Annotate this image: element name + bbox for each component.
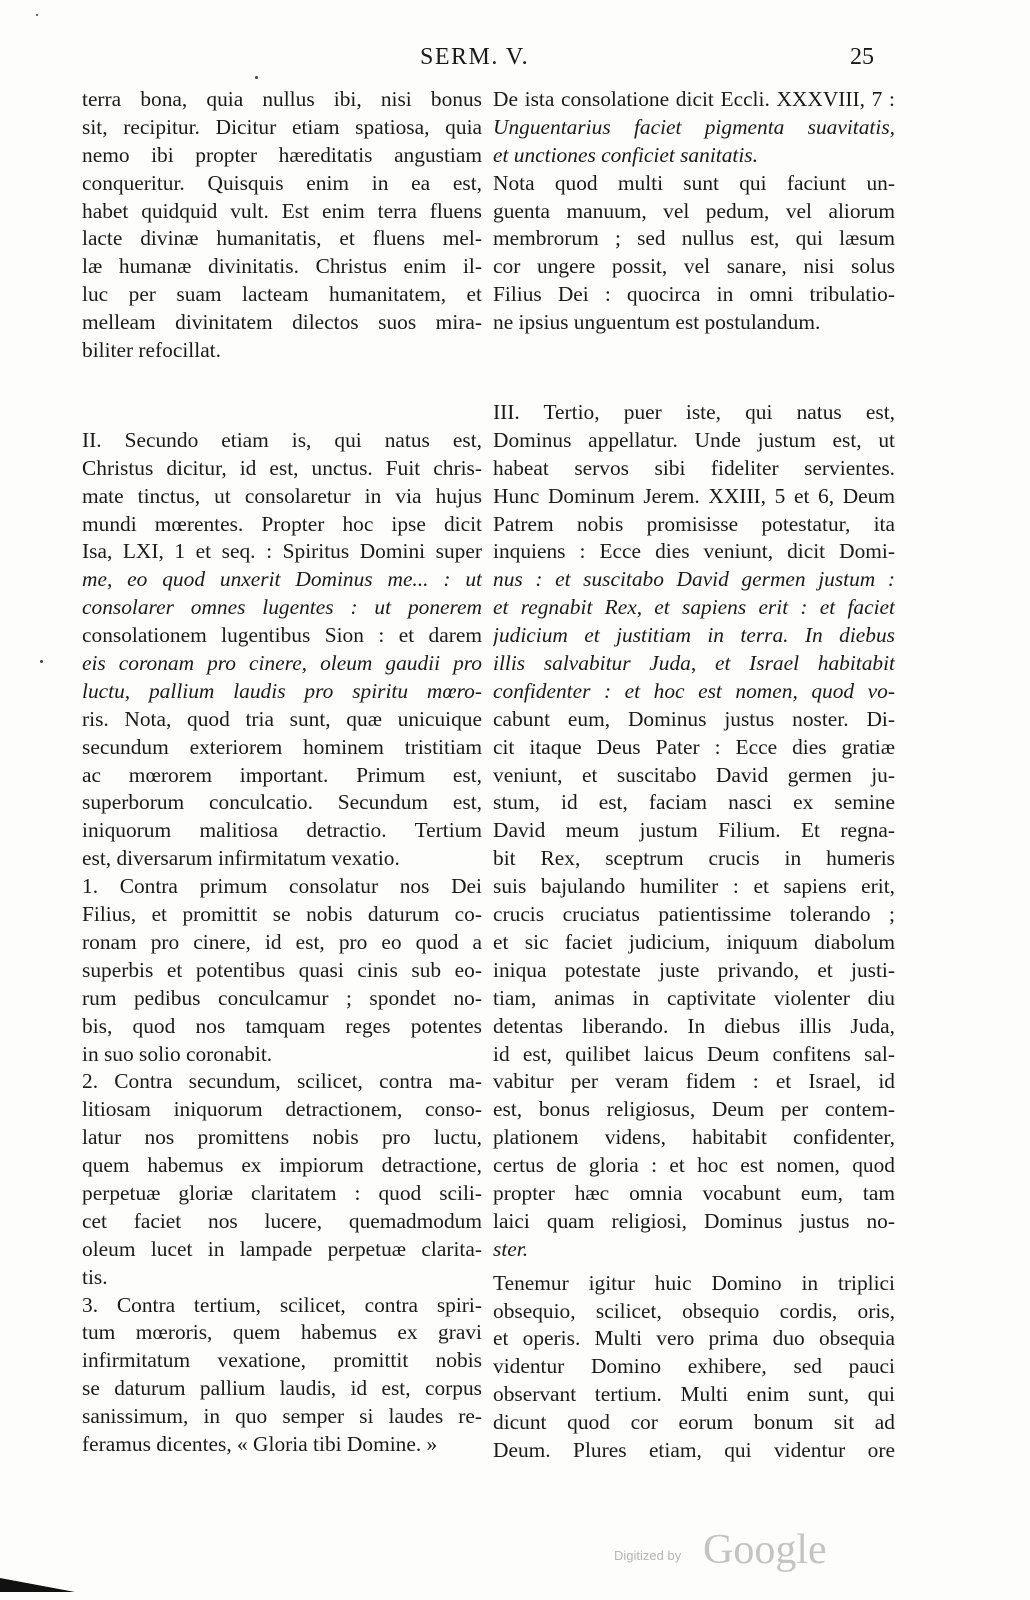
text-line: Unguentarius faciet pigmenta suavitatis, <box>493 114 895 139</box>
text-line: latur nos promittens nobis pro luctu, <box>82 1125 482 1150</box>
text-line: eis coronam pro cinere, oleum gaudii pro <box>82 651 482 676</box>
text-line: superborum conculcatio. Secundum est, <box>82 790 482 815</box>
paragraph-terra-bona <box>82 86 482 365</box>
text-line: certus de gloria : et hoc est nomen, quod <box>493 1153 895 1178</box>
text-line: videntur Domino exhibere, sed pauci <box>493 1354 895 1379</box>
text-line: Nota quod multi sunt qui faciunt un- <box>493 170 895 195</box>
text-line: et operis. Multi vero prima duo obsequia <box>493 1326 895 1351</box>
text-line: est, bonus religiosus, Deum per contem- <box>493 1097 895 1122</box>
text-line: tiam, animas in captivitate violenter diu <box>493 985 895 1010</box>
text-line: ac mœrorem important. Primum est, <box>82 762 482 787</box>
text-line: propter hæc omnia vocabunt eum, tam <box>493 1180 895 1205</box>
text-line: ronam pro cinere, id est, pro eo quod a <box>82 929 482 954</box>
paragraph-tenemur <box>493 1270 895 1465</box>
text-line: læ humanæ divinitatis. Christus enim il- <box>82 254 482 279</box>
page-number: 25 <box>850 44 874 70</box>
text-line: litiosam iniquorum detractionem, conso- <box>82 1097 482 1122</box>
text-line: cet faciet nos lucere, quemadmodum <box>82 1208 482 1233</box>
text-line: cabunt eum, Dominus justus noster. Di- <box>493 706 895 731</box>
text-line: id est, quilibet laicus Deum confitens sal- <box>493 1041 895 1066</box>
text-line: inquiens : Ecce dies veniunt, dicit Domi- <box>493 539 895 564</box>
page-header <box>0 44 1030 74</box>
text-line: quem habemus ex impiorum detractione, <box>82 1153 482 1178</box>
section-iii-dominus <box>493 399 895 1264</box>
text-line: guenta manuum, vel pedum, vel aliorum <box>493 198 895 223</box>
text-line: oleum lucet in lampade perpetuæ clarita- <box>82 1236 482 1261</box>
text-line: veniunt, et suscitabo David germen ju- <box>493 762 895 787</box>
text-line: et regnabit Rex, et sapiens erit : et faciet <box>493 595 895 620</box>
text-line: me, eo quod unxerit Dominus me... : ut <box>82 567 482 592</box>
text-line: III. Tertio, puer iste, qui natus est, <box>493 400 895 425</box>
text-line: biliter refocillat. <box>82 338 221 363</box>
text-line: Tenemur igitur huic Domino in triplici <box>493 1270 895 1295</box>
text-line: habeat servos sibi fideliter servientes. <box>493 455 895 480</box>
text-line: David meum justum Filium. Et regna- <box>493 818 895 843</box>
text-line: obsequio, scilicet, obsequio cordis, oris, <box>493 1298 895 1323</box>
text-line: tis. <box>82 1264 108 1289</box>
scan-speck <box>36 14 38 16</box>
text-line: ne ipsius unguentum est postulandum. <box>493 310 821 335</box>
text-line: mundi mœrentes. Propter hoc ipse dicit <box>82 511 482 536</box>
text-line: et sic faciet judicium, iniquum diabolum <box>493 929 895 954</box>
text-line: terra bona, quia nullus ibi, nisi bonus <box>82 87 482 111</box>
text-line: in suo solio coronabit. <box>82 1041 273 1066</box>
text-line: sanissimum, in quo semper si laudes re- <box>82 1404 482 1429</box>
text-line: consolarer omnes lugentes : ut ponerem <box>82 595 482 620</box>
text-line: perpetuæ gloriæ claritatem : quod scili- <box>82 1180 482 1205</box>
running-head: SERM. V. <box>420 44 530 70</box>
text-line: Dominus appellatur. Unde justum est, ut <box>493 427 895 452</box>
text-line: sit, recipitur. Dicitur etiam spatiosa, quia <box>82 114 482 139</box>
text-line: se daturum pallium laudis, id est, corpus <box>82 1376 482 1401</box>
text-line: 2. Contra secundum, scilicet, contra ma- <box>82 1069 482 1094</box>
text-line: bis, quod nos tamquam reges potentes <box>82 1013 482 1038</box>
text-line: crucis cruciatus patientissime tolerando ; <box>493 902 895 927</box>
scan-speck <box>40 660 43 663</box>
digitized-watermark <box>0 1520 1030 1600</box>
text-line: De ista consolatione dicit Eccli. XXXVIII, 7 : <box>493 87 895 111</box>
text-line: 3. Contra tertium, scilicet, contra spiri- <box>82 1292 482 1317</box>
text-line: judicium et justitiam in terra. In diebus <box>493 623 895 648</box>
paragraph-nota-unguenta <box>493 170 895 337</box>
text-line: cit itaque Deus Pater : Ecce dies gratiæ <box>493 734 895 759</box>
scan-speck <box>255 76 258 79</box>
text-line: et unctiones conficiet sanitatis. <box>493 142 758 167</box>
text-line: stum, id est, faciam nasci ex semine <box>493 790 895 815</box>
right-column <box>493 86 895 1465</box>
paragraph-de-ista-consolatione <box>493 86 895 170</box>
text-line: Isa, LXI, 1 et seq. : Spiritus Domini super <box>82 539 482 564</box>
text-line: ris. Nota, quod tria sunt, quæ unicuique <box>82 706 482 731</box>
point-2-contra-secundum <box>82 1068 482 1291</box>
text-line: illis salvabitur Juda, et Israel habitabit <box>493 651 895 676</box>
text-line: Filius Dei : quocirca in omni tribulatio- <box>493 282 895 307</box>
point-3-contra-tertium <box>82 1292 482 1459</box>
text-line: rum pedibus conculcamur ; spondet no- <box>82 985 482 1010</box>
text-line: nus : et suscitabo David germen justum : <box>493 567 895 592</box>
text-line: secundum exteriorem hominem tristitiam <box>82 734 482 759</box>
text-line: feramus dicentes, « Gloria tibi Domine. » <box>82 1431 438 1456</box>
text-line: habet quidquid vult. Est enim terra fluens <box>82 198 482 223</box>
text-line: Deum. Plures etiam, qui videntur ore <box>493 1437 895 1462</box>
text-line: superbis et potentibus quasi cinis sub eo- <box>82 957 482 982</box>
text-line: iniqua potestate juste privando, et justi- <box>493 957 895 982</box>
text-line: bit Rex, sceptrum crucis in humeris <box>493 846 895 871</box>
text-line: plationem videns, habitabit confidenter, <box>493 1125 895 1150</box>
text-line: luc per suam lacteam humanitatem, et <box>82 282 482 307</box>
text-line: lacte divinæ humanitatis, et fluens mel- <box>82 226 482 251</box>
digitized-by-label: Digitized by <box>614 1548 682 1563</box>
text-line: melleam divinitatem dilectos suos mira- <box>82 310 482 335</box>
text-line: Patrem nobis promisisse potestatur, ita <box>493 511 895 536</box>
text-line: suis bajulando humiliter : et sapiens erit, <box>493 874 895 899</box>
text-line: detentas liberando. In diebus illis Juda, <box>493 1013 895 1038</box>
text-line: Christus dicitur, id est, unctus. Fuit chris- <box>82 455 482 480</box>
scan-edge-mark <box>0 1578 75 1592</box>
text-line: confidenter : et hoc est nomen, quod vo- <box>493 678 895 703</box>
text-line: mate tinctus, ut consolaretur in via hujus <box>82 483 482 508</box>
text-line: Hunc Dominum Jerem. XXIII, 5 et 6, Deum <box>493 483 895 508</box>
text-line: dicunt quod cor eorum bonum sit ad <box>493 1410 895 1435</box>
text-line: est, diversarum infirmitatum vexatio. <box>82 846 400 871</box>
text-line: laici quam religiosi, Dominus justus no- <box>493 1208 895 1233</box>
left-column <box>82 86 482 1459</box>
section-ii-christus <box>82 427 482 873</box>
text-line: 1. Contra primum consolatur nos Dei <box>82 874 482 899</box>
text-line: observant tertium. Multi enim sunt, qui <box>493 1382 895 1407</box>
text-line: conqueritur. Quisquis enim in ea est, <box>82 170 482 195</box>
text-line: consolationem lugentibus Sion : et darem <box>82 623 482 648</box>
text-line: luctu, pallium laudis pro spiritu mœro- <box>82 678 482 703</box>
text-line: Filius, et promittit se nobis daturum co- <box>82 902 482 927</box>
text-line: ster. <box>493 1236 529 1261</box>
point-1-contra-primum <box>82 873 482 1068</box>
text-line: II. Secundo etiam is, qui natus est, <box>82 427 482 452</box>
text-line: iniquorum malitiosa detractio. Tertium <box>82 818 482 843</box>
text-line: infirmitatum vexatione, promittit nobis <box>82 1348 482 1373</box>
text-line: vabitur per veram fidem : et Israel, id <box>493 1069 895 1094</box>
text-line: tum mœroris, quem habemus ex gravi <box>82 1320 482 1345</box>
google-logo: Google <box>703 1527 827 1573</box>
text-line: nemo ibi propter hæreditatis angustiam <box>82 142 482 167</box>
text-line: membrorum ; sed nullus est, qui læsum <box>493 226 895 251</box>
text-line: cor ungere possit, vel sanare, nisi solus <box>493 254 895 279</box>
